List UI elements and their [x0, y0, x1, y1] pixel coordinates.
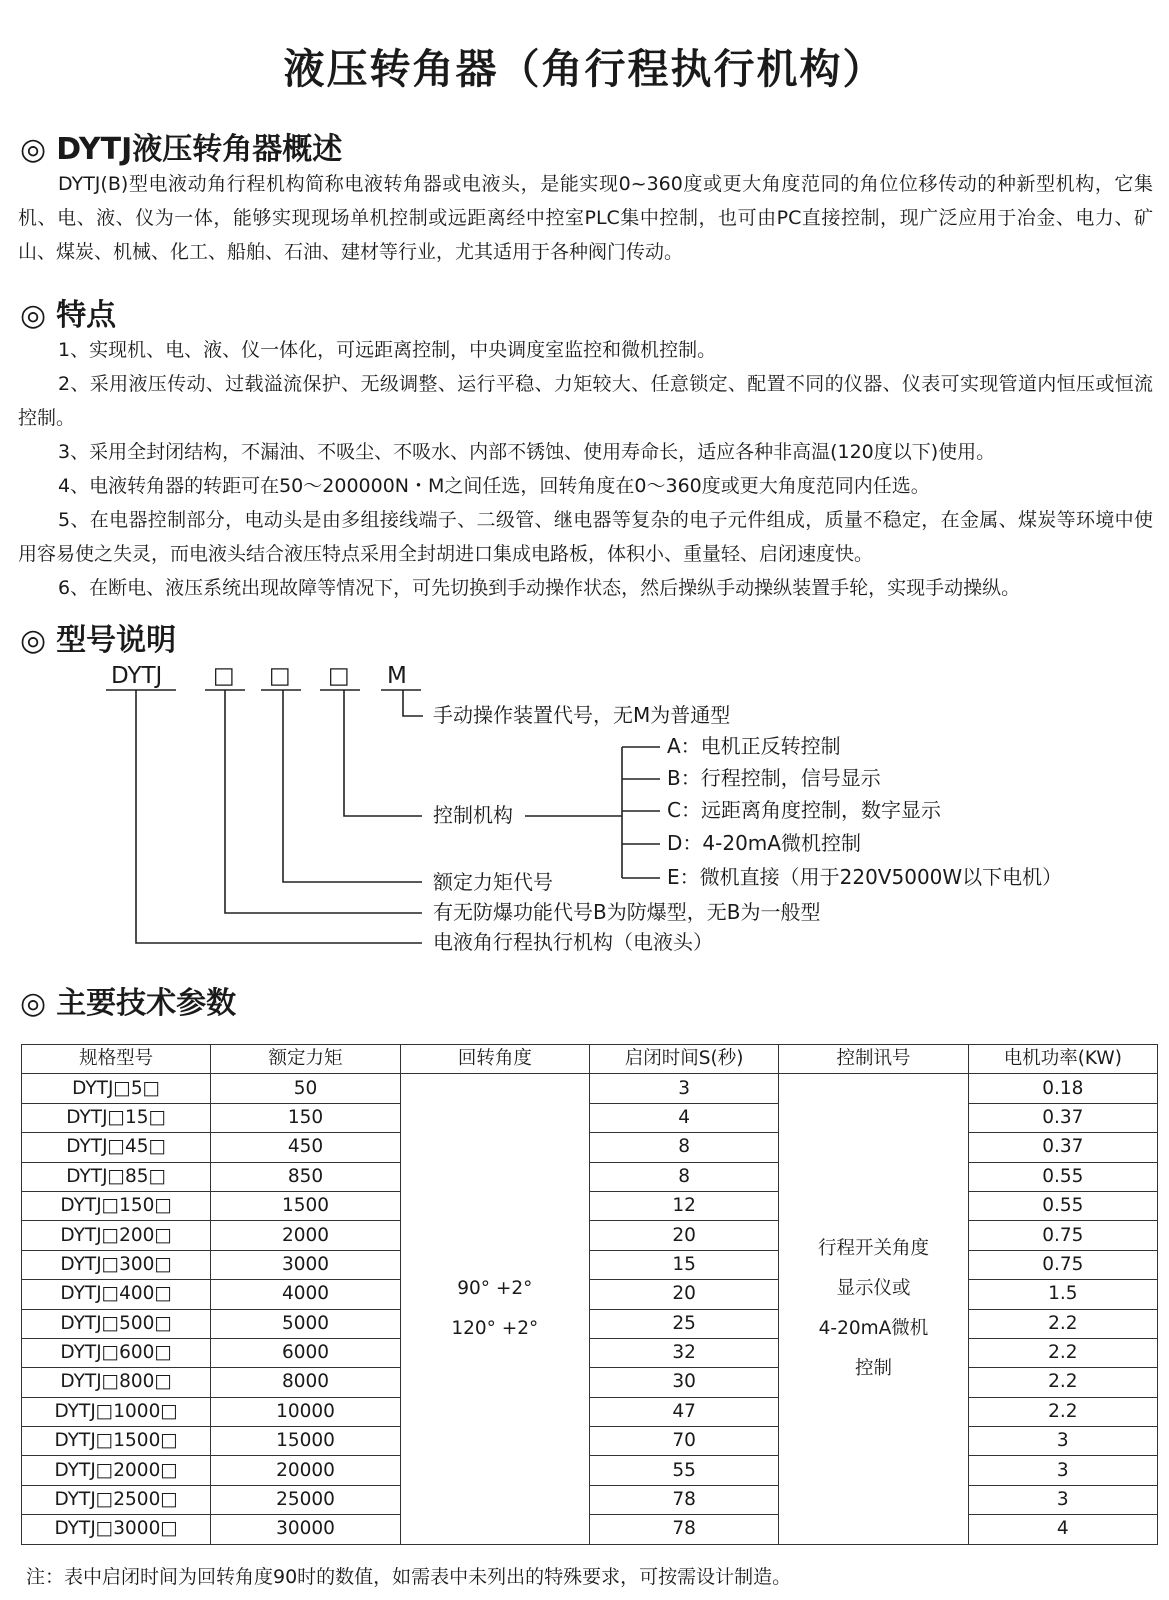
- bullseye-icon: ◎: [20, 986, 47, 1021]
- feature-item: 5、在电器控制部分，电动头是由多组接线端子、二级管、继电器等复杂的电子元件组成，质量不稳定，在金属、煤炭等环境中使用容易使之失灵，而电液头结合液压特点采用全封胡进口集成电路板，体积小、重量轻、启闭速度快。: [18, 509, 1153, 565]
- cell-model: DYTJ□2500□: [22, 1485, 211, 1514]
- cell-model: DYTJ□500□: [22, 1309, 211, 1338]
- cell-power: 0.55: [968, 1162, 1157, 1191]
- label-control: 控制机构: [433, 803, 513, 827]
- cell-model: DYTJ□150□: [22, 1191, 211, 1220]
- table-row: [22, 1191, 1158, 1220]
- cell-time: 47: [589, 1397, 778, 1426]
- cell-time: 78: [589, 1485, 778, 1514]
- signal-line: 显示仪或: [836, 1278, 911, 1300]
- cell-torque: 50: [211, 1074, 400, 1103]
- cell-torque: 2000: [211, 1221, 400, 1250]
- cell-torque: 450: [211, 1133, 400, 1162]
- table-row: [22, 1397, 1158, 1426]
- feature-item: 2、采用液压传动、过载溢流保护、无级调整、运行平稳、力矩较大、任意锁定、配置不同的仪器、仪表可实现管道内恒压或恒流控制。: [18, 373, 1153, 429]
- params-heading: [20, 978, 236, 1022]
- cell-torque: 15000: [211, 1427, 400, 1456]
- cell-signal: [779, 1074, 968, 1544]
- cell-torque: 25000: [211, 1485, 400, 1514]
- model-code-box-control: □: [328, 663, 350, 689]
- bullseye-icon: ◎: [20, 623, 47, 658]
- angle-line: 120° +2°: [451, 1318, 539, 1340]
- col-header-torque: 额定力矩: [211, 1045, 400, 1074]
- features-heading-text: 特点: [56, 298, 117, 333]
- label-manual: 手动操作装置代号，无M为普通型: [433, 703, 731, 727]
- cell-model: DYTJ□3000□: [22, 1515, 211, 1544]
- bullseye-icon: ◎: [20, 298, 47, 333]
- model-code-box-torque: □: [269, 663, 291, 689]
- option-d: D：4-20mA微机控制: [667, 831, 861, 855]
- angle-line: 90° +2°: [457, 1278, 533, 1300]
- model-code-box-explosion: □: [213, 663, 235, 689]
- table-row: [22, 1515, 1158, 1544]
- cell-time: 30: [589, 1368, 778, 1397]
- cell-power: 0.55: [968, 1191, 1157, 1220]
- cell-power: 3: [968, 1427, 1157, 1456]
- cell-power: 0.75: [968, 1250, 1157, 1279]
- table-row: [22, 1309, 1158, 1338]
- cell-torque: 20000: [211, 1456, 400, 1485]
- cell-torque: 6000: [211, 1338, 400, 1367]
- cell-angle: [400, 1074, 589, 1544]
- cell-torque: 850: [211, 1162, 400, 1191]
- table-row: [22, 1456, 1158, 1485]
- cell-time: 55: [589, 1456, 778, 1485]
- cell-model: DYTJ□800□: [22, 1368, 211, 1397]
- cell-power: 3: [968, 1456, 1157, 1485]
- cell-time: 12: [589, 1191, 778, 1220]
- cell-time: 78: [589, 1515, 778, 1544]
- cell-model: DYTJ□200□: [22, 1221, 211, 1250]
- cell-power: 2.2: [968, 1338, 1157, 1367]
- option-e: E：微机直接（用于220V5000W以下电机）: [667, 865, 1063, 889]
- signal-line: 控制: [854, 1358, 892, 1380]
- col-header-time: 启闭时间S(秒): [589, 1045, 778, 1074]
- features-heading: [20, 290, 116, 334]
- cell-model: DYTJ□15□: [22, 1103, 211, 1132]
- cell-torque: 8000: [211, 1368, 400, 1397]
- specs-table: [21, 1044, 1158, 1545]
- label-torque: 额定力矩代号: [433, 870, 553, 894]
- table-row: [22, 1250, 1158, 1279]
- overview-heading: [20, 124, 342, 168]
- cell-time: 25: [589, 1309, 778, 1338]
- overview-paragraph: DYTJ(B)型电液动角行程机构简称电液转角器或电液头，是能实现0~360度或更大角度范同的角位位移传动的种新型机构，它集机、电、液、仪为一体，能够实现现场单机控制或远距离经中控室PLC集中控制，也可由PC直接控制，现广泛应用于冶金、电力、矿山、煤炭、机械、化工、船舶、石油、建材等行业，尤其适用于各种阀门传动。: [18, 173, 1153, 263]
- cell-power: 4: [968, 1515, 1157, 1544]
- table-row: [22, 1280, 1158, 1309]
- cell-torque: 3000: [211, 1250, 400, 1279]
- option-c: C：远距离角度控制，数字显示: [667, 798, 941, 822]
- label-explosion: 有无防爆功能代号B为防爆型，无B为一般型: [433, 900, 821, 924]
- cell-model: DYTJ□1500□: [22, 1427, 211, 1456]
- table-note: 注：表中启闭时间为回转角度90时的数值，如需表中未列出的特殊要求，可按需设计制造。: [26, 1566, 792, 1588]
- cell-power: 2.2: [968, 1309, 1157, 1338]
- feature-item: 3、采用全封闭结构，不漏油、不吸尘、不吸水、内部不锈蚀、使用寿命长，适应各种非高温(120度以下)使用。: [58, 441, 996, 463]
- cell-power: 2.2: [968, 1368, 1157, 1397]
- table-row: [22, 1485, 1158, 1514]
- model-heading: [20, 615, 176, 659]
- cell-model: DYTJ□45□: [22, 1133, 211, 1162]
- overview-heading-text: DYTJ液压转角器概述: [56, 132, 343, 167]
- cell-time: 8: [589, 1162, 778, 1191]
- table-row: [22, 1221, 1158, 1250]
- cell-power: 1.5: [968, 1280, 1157, 1309]
- cell-time: 20: [589, 1221, 778, 1250]
- table-row: [22, 1427, 1158, 1456]
- feature-item: 6、在断电、液压系统出现故障等情况下，可先切换到手动操作状态，然后操纵手动操纵装置手轮，实现手动操纵。: [58, 577, 1021, 599]
- cell-power: 0.37: [968, 1103, 1157, 1132]
- cell-power: 0.18: [968, 1074, 1157, 1103]
- table-row: [22, 1368, 1158, 1397]
- cell-model: DYTJ□5□: [22, 1074, 211, 1103]
- option-a: A：电机正反转控制: [667, 734, 841, 758]
- model-code-diagram: [0, 663, 1169, 978]
- params-heading-text: 主要技术参数: [56, 986, 237, 1021]
- table-header-row: [22, 1045, 1158, 1074]
- cell-model: DYTJ□400□: [22, 1280, 211, 1309]
- cell-model: DYTJ□300□: [22, 1250, 211, 1279]
- cell-model: DYTJ□1000□: [22, 1397, 211, 1426]
- cell-power: 3: [968, 1485, 1157, 1514]
- signal-line: 行程开关角度: [817, 1238, 929, 1260]
- cell-power: 2.2: [968, 1397, 1157, 1426]
- cell-torque: 1500: [211, 1191, 400, 1220]
- cell-time: 70: [589, 1427, 778, 1456]
- cell-torque: 4000: [211, 1280, 400, 1309]
- cell-time: 32: [589, 1338, 778, 1367]
- option-b: B：行程控制，信号显示: [667, 766, 881, 790]
- table-row: [22, 1103, 1158, 1132]
- cell-torque: 30000: [211, 1515, 400, 1544]
- cell-time: 3: [589, 1074, 778, 1103]
- signal-line: 4-20mA微机: [818, 1318, 929, 1340]
- feature-item: 1、实现机、电、液、仪一体化，可远距离控制，中央调度室监控和微机控制。: [58, 339, 717, 361]
- cell-power: 0.37: [968, 1133, 1157, 1162]
- col-header-signal: 控制讯号: [779, 1045, 968, 1074]
- table-row: [22, 1133, 1158, 1162]
- cell-time: 20: [589, 1280, 778, 1309]
- features-list: [18, 333, 1153, 605]
- table-row: [22, 1338, 1158, 1367]
- cell-model: DYTJ□2000□: [22, 1456, 211, 1485]
- col-header-model: 规格型号: [22, 1045, 211, 1074]
- page-title: 液压转角器（角行程执行机构）: [283, 45, 886, 93]
- cell-model: DYTJ□85□: [22, 1162, 211, 1191]
- col-header-power: 电机功率(KW): [968, 1045, 1157, 1074]
- label-base: 电液角行程执行机构（电液头）: [433, 930, 713, 954]
- cell-torque: 150: [211, 1103, 400, 1132]
- cell-torque: 10000: [211, 1397, 400, 1426]
- bullseye-icon: ◎: [20, 132, 47, 167]
- feature-item: 4、电液转角器的转距可在50～200000N・M之间任选，回转角度在0～360度或更大角度范同内任选。: [58, 475, 930, 497]
- cell-time: 4: [589, 1103, 778, 1132]
- cell-time: 15: [589, 1250, 778, 1279]
- cell-torque: 5000: [211, 1309, 400, 1338]
- cell-model: DYTJ□600□: [22, 1338, 211, 1367]
- model-code-suffix: M: [387, 663, 407, 689]
- model-heading-text: 型号说明: [56, 623, 177, 658]
- table-row: [22, 1162, 1158, 1191]
- table-row: [22, 1074, 1158, 1103]
- col-header-angle: 回转角度: [400, 1045, 589, 1074]
- cell-power: 0.75: [968, 1221, 1157, 1250]
- cell-time: 8: [589, 1133, 778, 1162]
- model-code-prefix: DYTJ: [111, 663, 163, 689]
